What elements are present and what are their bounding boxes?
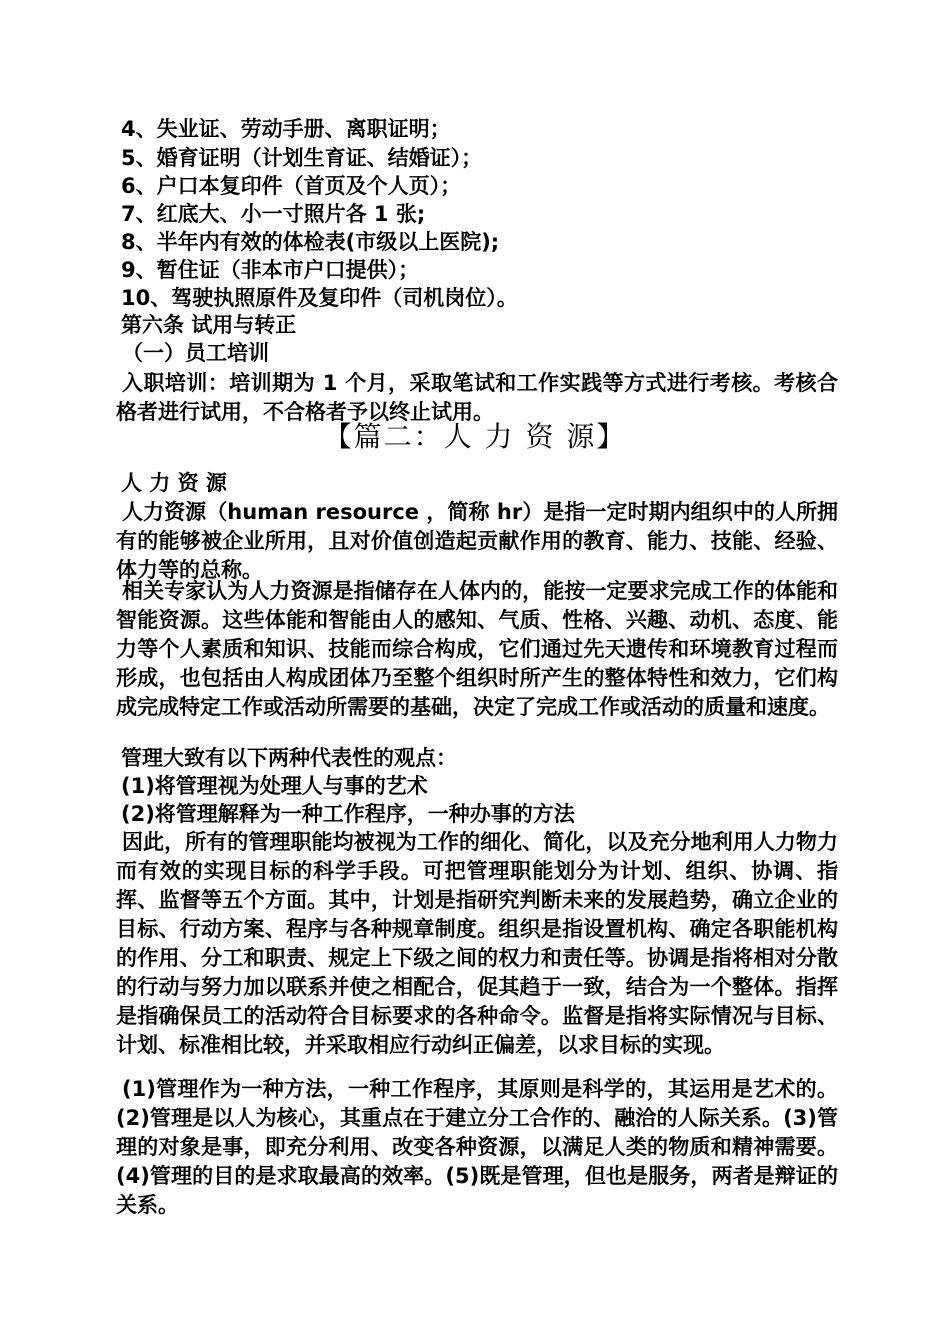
list-item: 4、失业证、劳动手册、离职证明； [121,117,451,141]
list-item: 6、户口本复印件（首页及个人页）； [121,174,462,198]
article-heading: 第六条 试用与转正 [121,313,297,337]
principles-paragraph: (1)管理作为一种方法，一种工作程序，其原则是科学的，其运用是艺术的。 (2)管理是以人为核心，其重点在于建立分工合作的、融洽的人际关系。(3)管理的对象是事，即充分利用、改变各种资源，以满足人类的物质和精神需要。 (4)管理的目的是求取最高的效率。(5)既是管理，但也是服务，两者是辩证的关系。 [116,1077,838,1217]
list-item: 8、半年内有效的体检表(市级以上医院); [121,230,500,254]
list-item: 7、红底大、小一寸照片各 1 张; [121,202,426,226]
view-item: (1)将管理视为处理人与事的艺术 [121,774,428,798]
views-intro: 管理大致有以下两种代表性的观点： [121,746,457,770]
hr-heading: 人 力 资 源 [121,471,227,495]
list-item: 9、暂住证（非本市户口提供）； [121,258,420,282]
section-title: 【篇二：人 力 资 源】 [323,420,627,453]
definition-paragraph: 人力资源（human resource ，简称 hr）是指一定时期内组织中的人所拥有的能够被企业所用，且对价值创造起贡献作用的教育、能力、技能、经验、体力等的总称。 [116,500,838,582]
sub-heading: （一）员工培训 [122,341,269,365]
training-paragraph: 入职培训：培训期为 1 个月，采取笔试和工作实践等方式进行考核。考核合格者进行试用，不合格者予以终止试用。 [116,371,838,424]
experts-paragraph: 相关专家认为人力资源是指储存在人体内的，能按一定要求完成工作的体能和智能资源。这些体能和智能由人的感知、气质、性格、兴趣、动机、态度、能力等个人素质和知识、技能而综合构成，它们通过先天遗传和环境教育过程而形成，也包括由人构成团体乃至整个组织时所产生的整体特性和效力，它们构成完成特定工作或活动所需要的基础，决定了完成工作或活动的质量和速度。 [116,579,838,719]
view-item: (2)将管理解释为一种工作程序，一种办事的方法 [121,802,575,826]
list-item: 10、驾驶执照原件及复印件（司机岗位）。 [121,286,518,310]
functions-paragraph: 因此，所有的管理职能均被视为工作的细化、简化，以及充分地利用人力物力而有效的实现目标的科学手段。可把管理职能划分为计划、组织、协调、指挥、监督等五个方面。其中，计划是指研究判断未来的发展趋势，确立企业的目标、行动方案、程序与各种规章制度。组织是指设置机构、确定各职能机构的作用、分工和职责、规定上下级之间的权力和责任等。协调是指将相对分散的行动与努力加以联系并使之相配合，促其趋于一致，结合为一个整体。指挥是指确保员工的活动符合目标要求的各种命令。监督是指将实际情况与目标、计划、标准相比较，并采取相应行动纠正偏差，以求目标的实现。 [116,830,838,1057]
list-item: 5、婚育证明（计划生育证、结婚证）； [121,146,483,170]
